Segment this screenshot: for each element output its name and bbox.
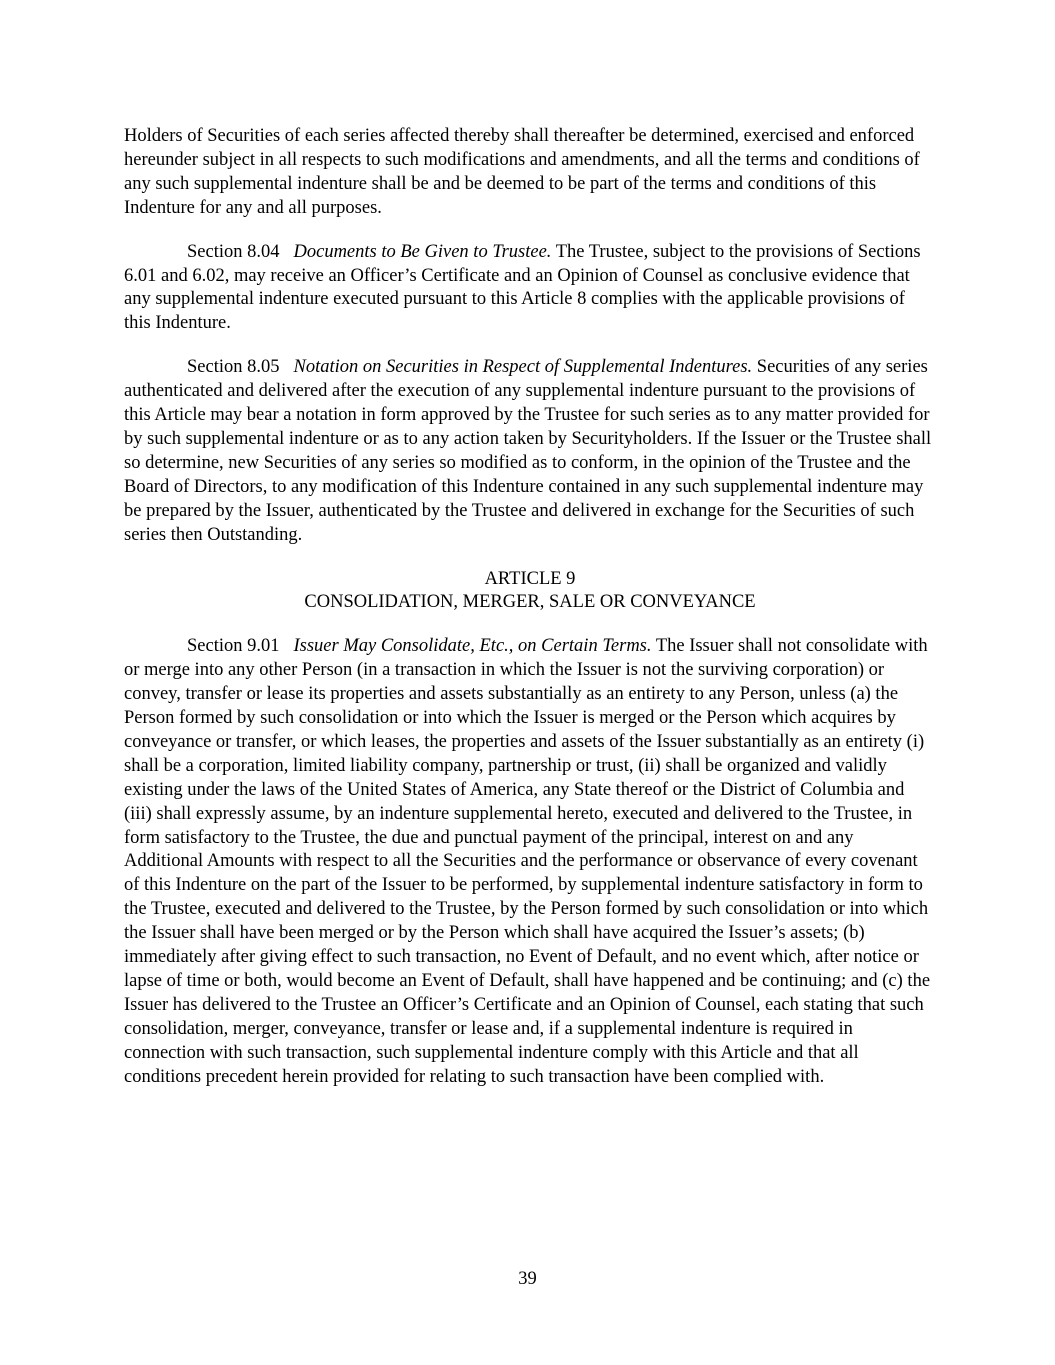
section-8-05 bbox=[124, 356, 936, 547]
section-number: Section 8.05 bbox=[187, 357, 280, 378]
section-body: Securities of any series authenticated and delivered after the execution of any supplemental indenture pursuant to the provisions of this Article may bear a notation in form approved by the Trustee for such series as to any matter provided for by such supplemental indenture or as to any action taken by Securityholders. If the Issuer or the Trustee shall so determine, new Securities of any series so modified as to conform, in the opinion of the Trustee and the Board of Directors, to any modification of this Indenture contained in any such supplemental indenture may be prepared by the Issuer, authenticated by the Trustee and delivered in exchange for the Securities of such series then Outstanding. bbox=[124, 357, 932, 545]
section-number: Section 9.01 bbox=[187, 636, 280, 657]
article-number: ARTICLE 9 bbox=[484, 568, 576, 589]
section-body: The Issuer shall not consolidate with or merge into any other Person (in a transaction in which the Issuer is not the surviving corporation) or convey, transfer or lease its properties and assets substantially as an entirety to any Person, unless (a) the Person formed by such consolidation or into which the Issuer is merged or the Person which acquires by conveyance or transfer, or which leases, the properties and assets of the Issuer substantially as an entirety (i) shall be a corporation, limited liability company, partnership or trust, (ii) shall be organized and validly existing under the laws of the United States of America, any State thereof or the District of Columbia and (iii) shall expressly assume, by an indenture supplemental hereto, executed and delivered to the Trustee, in form satisfactory to the Trustee, the due and punctual payment of the principal, interest on and any Additional Amounts with respect to all the Securities and the performance or observance of every covenant of this Indenture on the part of the Issuer to be performed, by supplemental indenture satisfactory in form to the Trustee, executed and delivered to the Trustee, by the Person formed by such consolidation or into which the Issuer shall have been merged or by the Person which shall have acquired the Issuer’s assets; (b) immediately after giving effect to such transaction, no Event of Default, and no event which, after notice or lapse of time or both, would become an Event of Default, shall have happened and be continuing; and (c) the Issuer has delivered to the Trustee an Officer’s Certificate and an Opinion of Counsel, each stating that such consolidation, merger, conveyance, transfer or lease and, if a supplemental indenture is required in connection with such transaction, such supplemental indenture comply with this Article and that all conditions precedent herein provided for relating to such transaction have been complied with. bbox=[124, 636, 931, 1087]
section-title: Notation on Securities in Respect of Supplemental Indentures. bbox=[293, 357, 753, 378]
section-9-01 bbox=[124, 635, 936, 1089]
section-number: Section 8.04 bbox=[187, 241, 280, 262]
document-page bbox=[124, 125, 936, 1110]
section-8-04 bbox=[124, 241, 936, 337]
article-title: CONSOLIDATION, MERGER, SALE OR CONVEYANCE bbox=[304, 592, 756, 613]
section-title: Issuer May Consolidate, Etc., on Certain Terms. bbox=[293, 636, 652, 657]
article-heading bbox=[124, 568, 936, 616]
continuation-paragraph: Holders of Securities of each series affected thereby shall thereafter be determined, exercised and enforced hereunder subject in all respects to such modifications and amendments, and all the terms and conditions of any such supplemental indenture shall be and be deemed to be part of the terms and conditions of this Indenture for any and all purposes. bbox=[124, 126, 920, 218]
section-body: The Trustee, subject to the provisions of Sections 6.01 and 6.02, may receive an Officer’s Certificate and an Opinion of Counsel as conclusive evidence that any supplemental indenture executed pursuant to this Article 8 complies with the applicable provisions of this Indenture. bbox=[124, 241, 921, 334]
section-title: Documents to Be Given to Trustee. bbox=[293, 241, 552, 262]
page-number: 39 bbox=[518, 1269, 537, 1289]
